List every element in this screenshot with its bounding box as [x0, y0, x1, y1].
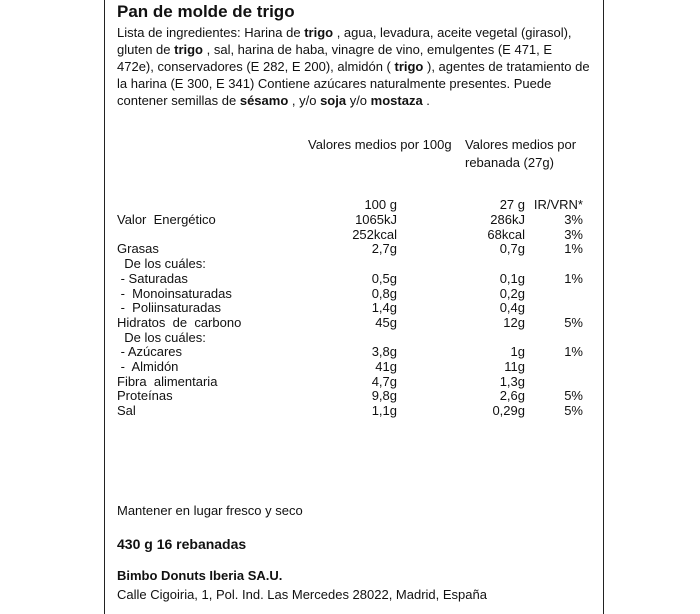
- value-portion: 0,7g: [499, 241, 525, 256]
- ingredient-text: , sal, harina de haba, vinagre de vino, emulgentes (E 471, E 472e), conservadores (E 282, E 200), almidón (: [117, 42, 553, 74]
- col-header-ir: IR/VRN*: [533, 197, 583, 212]
- header-per-100g: Valores medios por 100g: [308, 137, 452, 152]
- nutrient-label: - Almidón: [117, 359, 179, 374]
- nutrient-label: De los cuáles:: [117, 256, 206, 271]
- nutrient-label: - Azúcares: [117, 344, 183, 359]
- value-100g: 0,8g: [371, 286, 397, 301]
- value-ir: 5%: [564, 388, 583, 403]
- value-100g: 1065kJ: [355, 212, 397, 227]
- value-portion: 11g: [504, 359, 525, 374]
- allergen-text: mostaza: [370, 93, 423, 108]
- value-portion: 0,2g: [499, 286, 525, 301]
- value-100g: 3,8g: [371, 344, 397, 359]
- value-ir: 5%: [564, 315, 583, 330]
- nutrient-label: Hidratos de carbono: [117, 315, 242, 330]
- value-100g: 9,8g: [371, 388, 397, 403]
- value-ir: 1%: [564, 344, 583, 359]
- value-portion: 1,3g: [499, 374, 525, 389]
- nutrient-label: - Saturadas: [117, 271, 188, 286]
- value-ir: 3%: [564, 212, 583, 227]
- ingredient-text: ), agentes de tratamiento de la harina (E 300, E 341) Contiene azúcares naturalmente presentes. Puede contener semillas de: [117, 59, 590, 108]
- allergen-text: trigo: [394, 59, 424, 74]
- company-address: Calle Cigoiria, 1, Pol. Ind. Las Mercedes 28022, Madrid, España: [117, 587, 487, 602]
- value-100g: 1,4g: [371, 300, 397, 315]
- col-header-portion: 27 g: [499, 197, 525, 212]
- value-portion: 286kJ: [490, 212, 525, 227]
- nutrient-label: Fibra alimentaria: [117, 374, 218, 389]
- allergen-text: trigo: [174, 42, 203, 57]
- nutrient-label: Valor Energético: [117, 212, 216, 227]
- ingredients-label: Lista de ingredientes:: [117, 25, 241, 40]
- value-100g: 41g: [375, 359, 397, 374]
- header-per-portion: Valores medios por rebanada (27g): [465, 137, 577, 170]
- value-portion: 2,6g: [499, 388, 525, 403]
- ingredient-text: , agua, levadura, aceite vegetal (girasol), gluten de: [117, 25, 572, 57]
- nutrient-label: De los cuáles:: [117, 330, 206, 345]
- value-portion: 12g: [503, 315, 525, 330]
- value-portion: 0,4g: [499, 300, 525, 315]
- ingredient-text: y/o: [346, 93, 371, 108]
- value-100g: 252kcal: [352, 227, 397, 242]
- value-portion: 1g: [510, 344, 525, 359]
- nutrient-label: Grasas: [117, 241, 159, 256]
- value-ir: 5%: [564, 403, 583, 418]
- net-weight: 430 g 16 rebanadas: [117, 536, 247, 552]
- ingredient-text: , y/o: [288, 93, 321, 108]
- nutrition-label-panel: [104, 0, 604, 614]
- ingredients-list: [117, 24, 591, 109]
- ingredient-text: .: [422, 93, 430, 108]
- storage-instructions: Mantener en lugar fresco y seco: [117, 503, 303, 518]
- nutrient-label: Sal: [117, 403, 136, 418]
- value-100g: 0,5g: [371, 271, 397, 286]
- product-title: Pan de molde de trigo: [117, 2, 295, 21]
- value-portion: 0,29g: [492, 403, 525, 418]
- value-100g: 1,1g: [371, 403, 397, 418]
- value-100g: 45g: [375, 315, 397, 330]
- nutrient-label: - Monoinsaturadas: [117, 286, 232, 301]
- value-100g: 4,7g: [371, 374, 397, 389]
- company-name: Bimbo Donuts Iberia SA.U.: [117, 568, 283, 583]
- allergen-text: soja: [320, 93, 347, 108]
- value-portion: 0,1g: [499, 271, 525, 286]
- value-ir: 3%: [564, 227, 583, 242]
- allergen-text: sésamo: [239, 93, 289, 108]
- value-100g: 2,7g: [371, 241, 397, 256]
- col-header-100g: 100 g: [364, 197, 397, 212]
- value-ir: 1%: [564, 241, 583, 256]
- nutrient-label: Proteínas: [117, 388, 173, 403]
- value-portion: 68kcal: [487, 227, 525, 242]
- allergen-text: trigo: [304, 25, 334, 40]
- nutrient-label: - Poliinsaturadas: [117, 300, 222, 315]
- value-ir: 1%: [564, 271, 583, 286]
- ingredient-text: Harina de: [240, 25, 305, 40]
